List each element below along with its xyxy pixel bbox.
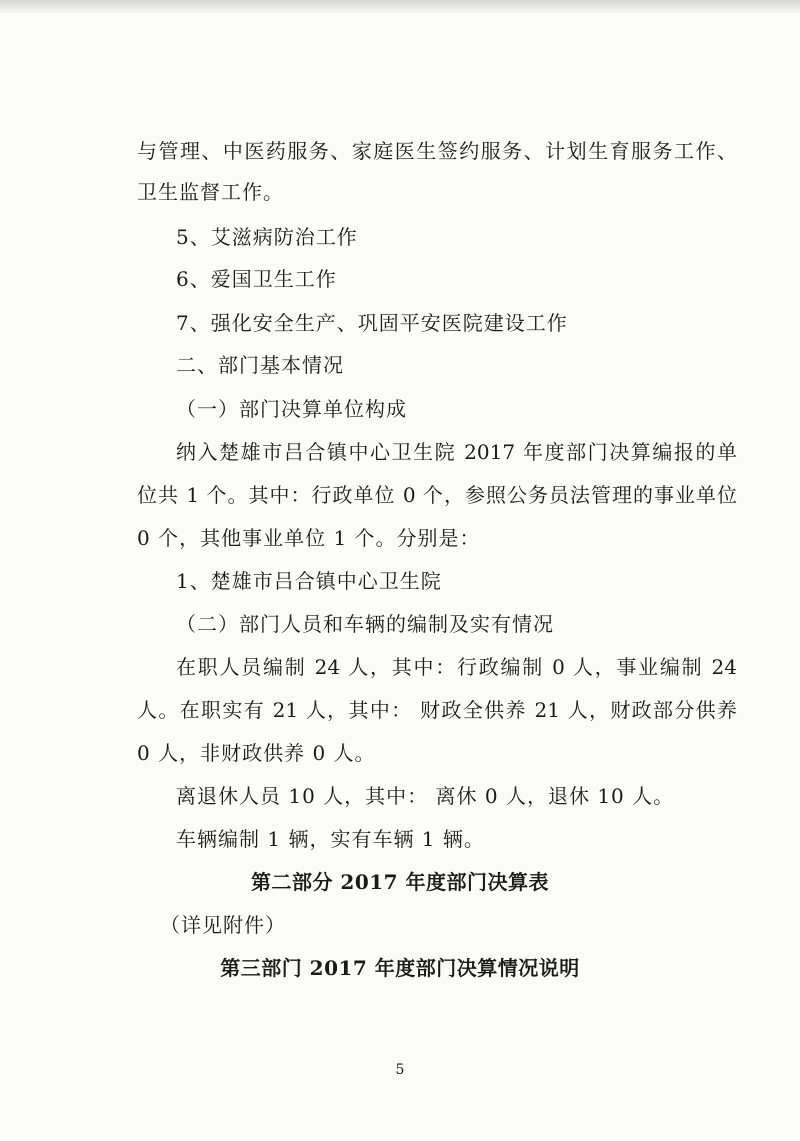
paragraph-line: 卫生监督工作。	[137, 180, 284, 204]
paragraph-line: 纳入楚雄市吕合镇中心卫生院 2017 年度部门决算编报的单	[176, 440, 737, 464]
subsection-heading: （一）部门决算单位构成	[176, 397, 407, 421]
paragraph-line: 位共 1 个。其中：行政单位 0 个，参照公务员法管理的事业单位	[137, 483, 737, 507]
paragraph-line: 在职人员编制 24 人，其中：行政编制 0 人，事业编制 24	[176, 655, 737, 679]
see-attachment-note: （详见附件）	[160, 913, 286, 937]
page-number: 5	[395, 1062, 405, 1078]
subsection-heading: （二）部门人员和车辆的编制及实有情况	[176, 612, 554, 636]
unit-list-item: 1、楚雄市吕合镇中心卫生院	[176, 569, 442, 593]
section-heading: 二、部门基本情况	[176, 353, 344, 377]
paragraph-line: 0 人，非财政供养 0 人。	[137, 741, 376, 765]
paragraph-line: 车辆编制 1 辆，实有车辆 1 辆。	[176, 827, 485, 851]
part-two-heading: 第二部分 2017 年度部门决算表	[250, 870, 550, 894]
scan-edge-shadow	[0, 0, 800, 14]
list-item-7: 7、强化安全生产、巩固平安医院建设工作	[176, 311, 568, 335]
list-item-6: 6、爱国卫生工作	[176, 267, 337, 291]
part-three-heading: 第三部门 2017 年度部门决算情况说明	[220, 956, 580, 980]
paragraph-line: 离退休人员 10 人，其中： 离休 0 人，退休 10 人。	[176, 784, 675, 808]
list-item-5: 5、艾滋病防治工作	[176, 225, 358, 249]
paragraph-line: 0 个，其他事业单位 1 个。分别是：	[137, 526, 481, 550]
paragraph-line: 人。在职实有 21 人，其中： 财政全供养 21 人，财政部分供养	[137, 698, 737, 722]
paragraph-line: 与管理、中医药服务、家庭医生签约服务、计划生育服务工作、	[137, 139, 737, 163]
